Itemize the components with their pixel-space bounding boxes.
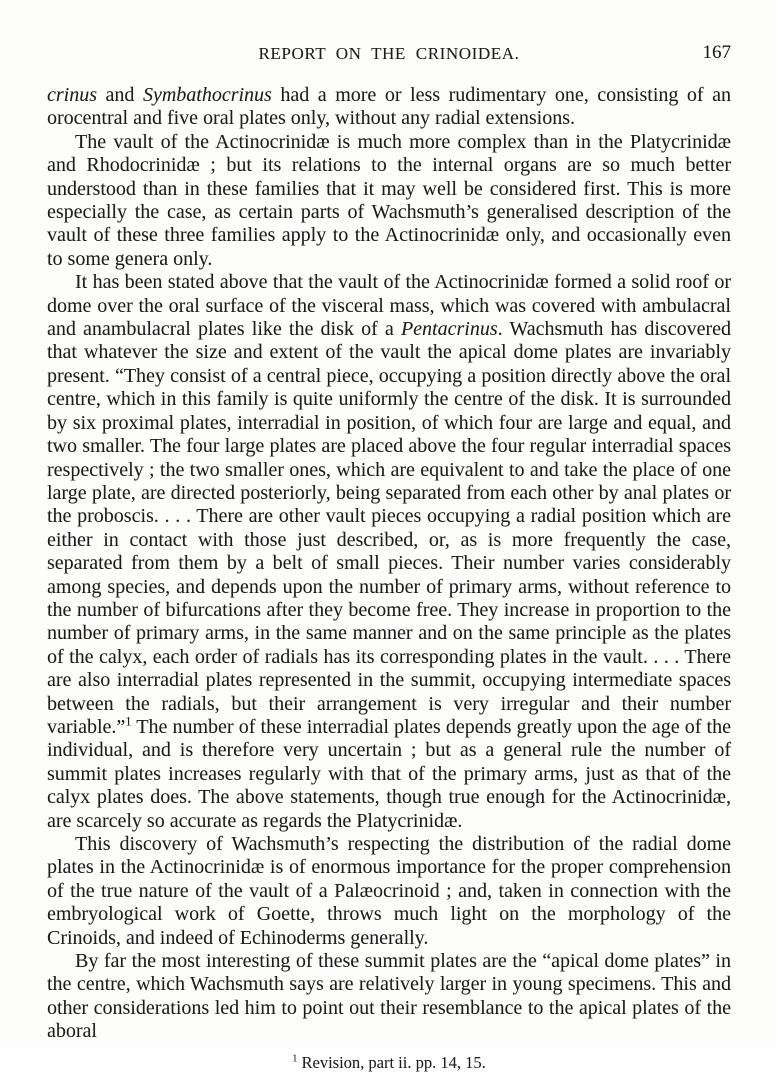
text-run: had a more or less rudimentary one, consisting of an orocentral and five oral plates only, without any radial extensions. [47, 84, 731, 130]
paragraph [47, 950, 731, 1044]
paragraph [47, 833, 731, 950]
text-run: The number of these interradial plates depends greatly upon the age of the individual, and is therefore very uncertain ; but as a general rule the number of summit plates increases regularly with that of the primary arms, just as that of the calyx plates does. The above statements, though true enough for the Actinocrinidæ, are scarcely so accurate as regards the Platycrinidæ. [47, 715, 731, 832]
page-header [47, 44, 731, 70]
italic-text: Symbathocrinus [142, 84, 272, 106]
footnote-marker: 1 [292, 1053, 298, 1065]
text-run: It has been stated above that the vault of the Actinocrinidæ formed a solid roof or dome over the oral surface of the visceral mass, which was covered with ambulacral and anambulacral plates like the disk of a [47, 271, 731, 341]
text-run: . Wachsmuth has discovered that whatever the size and extent of the vault the apical dome plates are invariably present. “They consist of a central piece, occupying a position directly above the oral centre, which in this family is quite uniformly the centre of the disk. It is surrounded by six proximal plates, interradial in position, of which four are large and equal, and two smaller. The four large plates are placed above the four regular interradial spaces respectively ; the two smaller ones, which are equivalent to and take the place of one large plate, are directed posteriorly, being separated from each other by anal plates or the proboscis. . . . There are other vault pieces occupying a radial position which are either in contact with those just described, or, as is more frequently the case, separated from them by a belt of small pieces. Their number varies considerably among species, and depends upon the number of primary arms, without reference to the number of bifurcations after they become free. They increase in proportion to the number of primary arms, in the same manner and on the same principle as the plates of the calyx, each order of radials has its corresponding plates in the vault. . . . There are also interradial plates represented in the summit, occupying intermediate spaces between the radials, but their arrangement is very irregular and their number variable.” [47, 318, 731, 738]
paragraph [47, 271, 731, 833]
body-text [47, 84, 731, 1091]
footnote [47, 1051, 731, 1074]
text-run: This discovery of Wachsmuth’s respecting the distribution of the radial dome plates in the Actinocrinidæ is of enormous importance for the proper comprehension of the true nature of the vault of a Palæocrinoid ; and, taken in connection with the embryological work of Goette, throws much light on the morphology of the Crinoids, and indeed of Echinoderms generally. [47, 833, 731, 949]
italic-text: crinus [47, 84, 97, 106]
footnote-text: Revision, part ii. pp. 14, 15. [297, 1052, 486, 1072]
paragraph [47, 84, 731, 131]
italic-text: Pentacrinus [400, 318, 498, 341]
text-run: The vault of the Actinocrinidæ is much more complex than in the Platycrinidæ and Rhodocrinidæ ; but its relations to the internal organs are so much better understood than in these families that it may well be considered first. This is more especially the case, as certain parts of Wachsmuth’s generalised description of the vault of these three families apply to the Actinocrinidæ only, and occasionally even to some genera only. [47, 130, 731, 270]
footnote-reference: 1 [125, 714, 132, 729]
running-title: REPORT ON THE CRINOIDEA. [258, 44, 520, 63]
paragraph [47, 131, 731, 271]
page-number: 167 [702, 42, 731, 63]
text-run: By far the most interesting of these summit plates are the “apical dome plates” in the centre, which Wachsmuth says are relatively larger in young specimens. This and other considerations led him to point out their resemblance to the apical plates of the aboral [47, 950, 731, 1043]
text-run: and [97, 84, 143, 106]
